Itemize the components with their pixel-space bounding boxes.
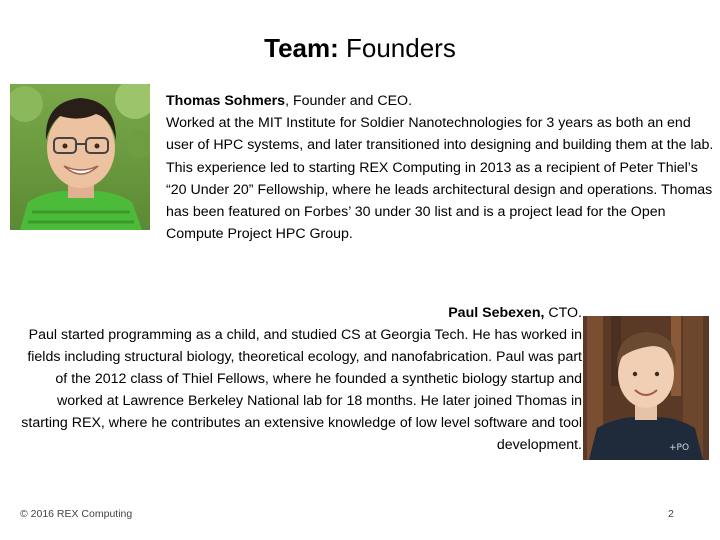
person-photo-icon <box>583 316 709 460</box>
founder-role: , Founder and CEO. <box>285 93 413 109</box>
title-bold: Team: <box>264 33 339 63</box>
founder-bio-text: Worked at the MIT Institute for Soldier Nanotechnologies for 3 years as both an end user of HPC systems, and later transitioned into designing and building them at the lab. This experience led to starting REX Computing in 2013 as a recipient of Peter Thiel’s “20 Under 20” Fellowship, where he leads architectural design and operations. Thomas has been featured on Forbes’ 30 under 30 list and is a project lead for the Open Compute Project HPC Group. <box>166 115 714 243</box>
founder-role: CTO. <box>544 305 582 321</box>
svg-text:+PO: +PO <box>669 443 690 453</box>
founder-name: Thomas Sohmers <box>166 93 286 109</box>
founder-photo-paul <box>583 316 709 460</box>
founder-photo-thomas <box>10 84 150 230</box>
founder-bio-thomas <box>166 90 718 245</box>
founder-bio-text: Paul started programming as a child, and studied CS at Georgia Tech. He has worked in fields including structural biology, theoretical ecology, and nanofabrication. Paul was part of the 2012 class of Thiel Fellows, where he founded a synthetic biology startup and worked at Lawrence Berkeley National lab for 18 months. He later joined Thomas in starting REX, where he contributes an extensive knowledge of low level software and tool development. <box>21 327 582 453</box>
title-rest: Founders <box>338 33 456 63</box>
footer-copyright: © 2016 REX Computing <box>20 508 133 520</box>
slide-title <box>0 30 720 66</box>
founder-name: Paul Sebexen, <box>448 305 545 321</box>
founder-bio-paul <box>20 302 582 456</box>
page-number: 2 <box>668 508 674 520</box>
person-photo-icon <box>10 84 150 230</box>
